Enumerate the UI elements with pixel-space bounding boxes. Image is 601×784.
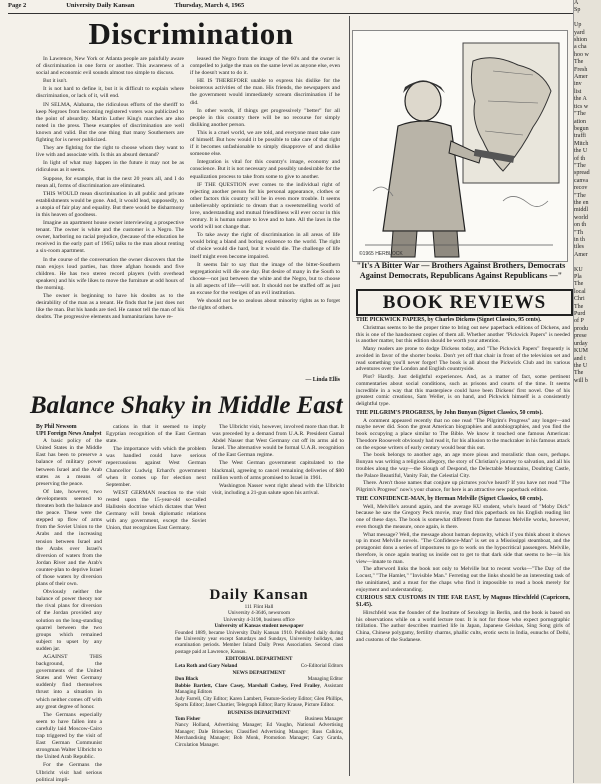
- discrimination-column-1: [36, 56, 184, 384]
- column-divider: [349, 16, 350, 776]
- edge-text-fragment: Sp: [574, 7, 581, 14]
- managing-editor-role: Managing Editor: [307, 676, 343, 683]
- edge-text-fragment: ation: [574, 118, 586, 125]
- balance-byline: By Phil Newsom: [36, 424, 77, 430]
- edge-text-fragment: KU: [574, 266, 583, 273]
- edge-text-fragment: Pla: [574, 274, 582, 281]
- edge-text-fragment: world: [574, 214, 588, 221]
- balance-paragraph: The Ulbricht visit, however, involved more than that. It was preceded by a demand from U.A.R. President Gamal Abdel Nasser that West Germany cut off its arms aid to Israel. The alternative would be formal U.A.R. recognition of the East German regime.: [212, 424, 344, 459]
- discrimination-paragraph: leased the Negro from the image of the 60's and the owner is compelled to judge the man on the same level as anyone else, even if he doesn't want to do it.: [190, 56, 340, 77]
- edge-text-fragment: Amer: [574, 251, 588, 258]
- edge-text-fragment: "The: [574, 192, 586, 199]
- discrimination-paragraph: Suppose, for example, that in the next 20 years all, and I do mean all, forms of discrimination are eliminated.: [36, 175, 184, 189]
- balance-paragraph: A basic policy of the United States in the Middle East has been to preserve a balance of military power between Israel and the Arab states as a means of preserving the peace.: [36, 438, 102, 487]
- edge-text-fragment: Purd: [574, 311, 586, 318]
- edge-text-fragment: tiles: [574, 244, 584, 251]
- discrimination-paragraph: In other words, if things get progressively "better" for all people in this country there will be no recourse for simply disliking another person.: [190, 107, 340, 128]
- edge-text-fragment: recov: [574, 185, 588, 192]
- header-rule: [8, 13, 592, 14]
- edge-text-fragment: yard: [574, 29, 585, 36]
- balance-paragraph: WEST GERMAN reaction to the visit rested upon the 15-year-old so-called Hallstein doctrine which dictates that West Germany will break diplomatic relations with any government, except the Soviet Union, that recognizes East Germany.: [106, 489, 206, 532]
- discrimination-title: Discrimination: [88, 16, 294, 51]
- discrimination-paragraph: But it isn't.: [43, 78, 68, 85]
- edge-text-fragment: spread: [574, 170, 590, 177]
- review-paragraph: Well, Melville's around again, and the average KU student, who's heard of "Moby Dick" because he saw the Gregory Peck movie, may find this paperback on his English reading list one of these days. The book is somewhat different from the famous Melville works, however, even though the measure, once again, is there.: [356, 503, 570, 530]
- news-row-2: Bobbie Bartlett, Clare Casey, Marshall Cashey, Fred Frailey, Assistant Managing Editors: [175, 682, 343, 696]
- managing-editor-name: Don Black: [175, 676, 199, 683]
- balance-title: Balance Shaky in Middle East: [30, 392, 343, 419]
- review-heading: THE PILGRIM'S PROGRESS, by John Bunyan (Signet Classics, 50 cents).: [356, 409, 543, 416]
- edge-text-fragment: of P: [574, 318, 584, 325]
- edge-text-fragment: in th: [574, 237, 585, 243]
- balance-paragraph: cations in that it seemed to imply Egyptian recognition of the East German state.: [106, 424, 206, 445]
- business-manager-role: Business Manager: [304, 715, 343, 722]
- edge-text-fragment: traffi: [574, 133, 586, 140]
- discrimination-column-2: [190, 56, 340, 384]
- review-heading: THE PICKWICK PAPERS, by Charles Dickens (Signet Classics, 95 cents).: [356, 317, 542, 323]
- edge-text-fragment: Up: [574, 22, 582, 29]
- discrimination-paragraph: IN SELMA, Alabama, the ridiculous efforts of the sheriff to keep Negroes from becoming registered voters was publicized to the point of absurdity. Martin Luther King's marches are also noted in the press. These examples of discrimination are well known and valid. But the one thing that many Southerners are fighting for is never publicized.: [36, 101, 184, 144]
- edge-text-fragment: begun: [574, 125, 589, 132]
- edge-text-fragment: [574, 259, 601, 266]
- paper-name: University Daily Kansan: [66, 2, 135, 9]
- discrimination-paragraph: Integration is vital for this country's image, economy and conscience. But it is not necessary and possibly undesirable for the equalization process to take from some to give to another.: [190, 159, 340, 180]
- balance-paragraph: The Germans especially seem to have fallen into a carefully laid Moscow-Cairo trap triggered by the visit of East German Communist strongman Walter Ulbricht to the United Arab Republic.: [36, 711, 102, 761]
- discrimination-paragraph: Imagine an apartment house owner interviewing a prospective tenant. The owner is white and the customer is a Negro. The owner, harboring no racial prejudice, (because of the education he received in the early part of 1965) talks to the man about renting a six-room apartment.: [36, 220, 184, 255]
- edge-text-fragment: list: [574, 88, 582, 95]
- edge-text-fragment: A: [574, 0, 579, 6]
- edge-text-fragment: The: [574, 59, 584, 66]
- review-paragraph: Hirschfeld was the founder of the Institute of Sexology in Berlin, and the book is based on his observations while on a world lecture tour. It is not for those who expect pornographic titillation. The author describes married life in Japan, Japanese Geishas, Sing Song girls of China, Chinese polygamy, fertility charms, phallic cults, erotic sects in India, eunuchs of Delhi, and customs of the Sudanese.: [356, 609, 570, 643]
- edge-text-fragment: Mitch: [574, 140, 589, 147]
- edge-text-fragment: and t: [574, 355, 586, 362]
- balance-paragraph: The importance with which the problem was handled could have serious repercussions against West German Chancellor Ludwig Erhard's government when it comes up for election next September.: [106, 446, 206, 488]
- discrimination-paragraph: IF THE QUESTION ever comes to the individual right of rejecting another person for his personal appearance, clothes or other factors this country will be in even more trouble. It seems unbelievably optimistic to dream that a sweetsmelling world of love, understanding and mutual friendliness will ever occur in this century. It is human nature to love and to hate. All the laws in the world will not change that.: [190, 181, 340, 231]
- edge-text-fragment: The: [574, 281, 584, 288]
- edge-text-fragment: the U: [574, 148, 588, 155]
- business-manager-name: Tom Fisher: [175, 715, 201, 722]
- cartoon-illustration: [353, 31, 567, 261]
- review-paragraph: Many readers are prone to dodge Dickens today, and "The Pickwick Papers" frequently is avoided in favor of the shorter books. Don't yet off that chair in front of the television set and read something you'll never forget! The book is all about the Pickwick Club and its various adventures over the London and English countryside.: [356, 346, 570, 373]
- editor-role: Co-Editorial Editors: [300, 662, 343, 669]
- edge-text-fragment: produ: [574, 325, 588, 332]
- edge-text-fragment: middl: [574, 207, 589, 214]
- edge-text-fragment: shion: [574, 37, 588, 44]
- book-reviews-body: [356, 315, 570, 781]
- cartoon-caption: "It's A Bitter War — Brothers Against Brothers, Democrats Against Democrats, Republicans Against Republicans —": [356, 261, 566, 280]
- page-header: [8, 2, 592, 13]
- review-paragraph: What message? Well, the message about human depravity, which if you think about it shows up in most Melville novels. "The Confidence-Man" is set on a Mississippi steamboat, and the protagonist dons a series of impostures to go to work on the hypocritical passengers. Melville, therefore, is once again tearing us inside out to get to that dark side that seems to be—in his view—innate to man.: [356, 531, 570, 565]
- discrimination-paragraph: In the course of the conversation the owner discovers that the man enjoys loud parties, has three afghan hounds and five children. He has two stereo record players (with overhead speakers) and his wife likes to move the furniture at odd hours of the morning.: [36, 256, 184, 291]
- edge-text-fragment: The: [574, 370, 584, 377]
- biz-extra: Nancy Holland, Advertising Manager; Ed Vaughn, National Advertising Manager; Dale Brinecker, Classified Advertising Manager; Russ Calkins, Merchandising Manager; Bob Monk, Promotion Manager; Gary Grarda, Circulation Manager.: [175, 722, 343, 748]
- edge-text-fragment: Amer: [574, 74, 588, 81]
- editor-names: Leta Roth and Gary Noland: [175, 662, 238, 669]
- discrimination-paragraph: In Lawrence, New York or Atlanta people are painfully aware of discrimination in one form or another. This awareness of a social and economic evil sounds almost too simple to discuss.: [36, 56, 184, 77]
- balance-paragraph: For the Germans the Ulbricht visit had serious political impli-: [36, 762, 102, 783]
- edge-text-fragment: "The: [574, 162, 586, 169]
- edge-text-fragment: prese: [574, 333, 587, 340]
- masthead: [175, 587, 343, 748]
- masthead-address: 111 Flint Hall: [244, 604, 274, 610]
- review-paragraph: Plot? Hardly. Just delightful experiences. And, as a matter of fact, some pertinent commentaries about social conditions, such as prisons and courts of the time. It seems incredible in a way that this masterpiece could have been Dickens' first novel. One of his greatest comic creations, Sam Weller, is on hand, and Pickwick himself is a consistently delightful type.: [356, 374, 570, 407]
- editorial-dept-title: EDITORIAL DEPARTMENT: [225, 656, 293, 663]
- edge-text-fragment: Chri: [574, 296, 585, 303]
- masthead-founded: Founded 1889, became University Daily Kansan 1910. Published daily during the University year except Saturdays and Sundays, University holidays, and examination periods. Member Inland Daily Press Association. Second class postage paid at Lawrence, Kansas.: [175, 629, 343, 655]
- issue-date: Thursday, March 4, 1965: [174, 2, 245, 9]
- balance-col1-text: [36, 438, 102, 784]
- review-paragraph: There. Aren't those names that conjure up pictures you've heard? If you have not read "The Pilgrim's Progress" now's your chance, for here is an attractive new paperback edition.: [356, 480, 570, 493]
- edge-text-fragment: a cha: [574, 44, 587, 51]
- masthead-logo: Daily Kansan: [209, 587, 309, 603]
- edge-text-fragment: KUM: [574, 348, 589, 355]
- masthead-tagline: University of Kansas student newspaper: [214, 623, 304, 630]
- balance-paragraph: The West German government capitulated to the blackmail, agreeing to cancel remaining deliveries of $80 million worth of arms promised to Israel in 1961.: [212, 460, 344, 481]
- balance-paragraph: Of late, however, two developments seemed to threaten both the balance and the peace. These were the stepped up flow of arms from the Soviet Union to the Arabs and the increasing tension between Israel and the Arabs over Israel's diversion of waters from the Jordan River and the Arab's counter-plan to deprive Israel of those waters by diversion plans of their own.: [36, 488, 102, 588]
- review-paragraph: A comment appeared recently that no one read "The Pilgrim's Progress" any longer—and maybe never did. Soon the great American biographies and autobiographies, and you find the book occupying a place similar to The Bible. We know it touched one famous American: Theodore Roosevelt obviously had read it, for his allusion to the muckraker in his famous attack on the expose writers of early century would bear this out.: [356, 417, 570, 451]
- balance-headline-wrap: [30, 392, 345, 420]
- balance-paragraph: Washington Nasser went right ahead with the Ulbricht visit, including a 21-gun salute upon his arrival.: [212, 482, 344, 496]
- edge-text-fragment: "The: [574, 111, 586, 118]
- political-cartoon: [352, 30, 568, 262]
- balance-byline-title: UPI Foreign News Analyst: [36, 431, 102, 438]
- book-reviews-title: BOOK REVIEWS: [356, 289, 573, 316]
- discrimination-paragraph: To take away the right of discrimination in all areas of life would bring a bland and boring existence to the world. The right of choice would die hard, but it would die. The challenge of life itself might even become impaired.: [190, 232, 340, 260]
- discrimination-paragraph: THIS WOULD mean discrimination in all public and private establishments would be gone. And, it would lead, supposedly, to a utopia of fair play and equality. But there would be disharmony in this heaven of goodness.: [36, 190, 184, 218]
- discrimination-paragraph: We should not be so zealous about minority rights as to forget the rights of others.: [190, 298, 340, 312]
- discrimination-headline-wrap: [36, 16, 346, 52]
- edge-text-fragment: [574, 15, 601, 22]
- review-heading: CURIOUS SEX CUSTOMS IN THE FAR EAST, by Magnus Hirschfeld (Capricorn, $1.45).: [356, 595, 570, 608]
- page-number: Page 2: [8, 2, 27, 9]
- discrimination-paragraph: The owner is beginning to have his doubts as to the desirability of the man as a tenant. He finds that he just does not like the man. But his hands are tied. He cannot tell the man of his doubts. The progressive elements and humanitarians have re-: [36, 293, 184, 321]
- review-heading: THE CONFIDENCE-MAN, by Herman Melville (Signet Classics, 60 cents).: [356, 495, 543, 502]
- edge-text-fragment: hoo w: [574, 51, 589, 58]
- asst-editors-names: Bobbie Bartlett, Clare Casey, Marshall Cashey, Fred Frailey: [175, 682, 321, 689]
- edge-text-fragment: on th: [574, 222, 587, 229]
- edge-text-fragment: the en: [574, 199, 589, 206]
- discrimination-paragraph: HE IS THEREFORE unable to express his dislike for the boisterous activities of the man. His friends, the newspapers and the government would immediately scream discrimination if he did.: [190, 78, 340, 106]
- discrimination-signature: — Linda Ellis: [305, 377, 340, 383]
- edge-text-fragment: canva: [574, 177, 588, 184]
- edge-text-fragment: the A: [574, 96, 587, 103]
- edge-text-fragment: local: [574, 288, 586, 295]
- edge-text-fragment: tics w: [574, 103, 589, 110]
- discrimination-paragraph: It seems fair to say that the image of the bitter-Southern segregationist will die one day. But desire of many in the South to choose—not just between the white and the Negro, but to choose in all aspects of life—will not. It should not be stuffed off as just an excuse for the vestiges of an evil institution.: [190, 261, 340, 296]
- edge-text-fragment: will b: [574, 377, 588, 384]
- edge-text-fragment: inv: [574, 81, 582, 88]
- asst-editors-role: Assistant Managing Editors: [175, 682, 343, 696]
- edge-text-fragment: of th: [574, 155, 586, 162]
- balance-paragraph: AGAINST THIS background, the governments of the United States and West Germany suddenly find themselves thrust into a situation in which neither comes off with any great degree of honor.: [36, 654, 102, 710]
- edge-text-fragment: The: [574, 303, 584, 310]
- business-dept-title: BUSINESS DEPARTMENT: [227, 709, 291, 716]
- news-dept-title: NEWS DEPARTMENT: [232, 670, 286, 677]
- discrimination-paragraph: This is a cruel world, we are told, and everyone must take care of himself. But how would it be possible to take care of that right if it becomes unfashionable to simply disapprove of and dislike someone else.: [190, 129, 340, 158]
- review-paragraph: The afterword links the book not only to Melville but to recent works—"The Day of the Locust," "The Hamlet," "Invisible Man." Ferreting out the links should be an interesting task of the uninitiated, and a must for the chaps who find it impossible to read a book merely for enjoyment and understanding.: [356, 566, 570, 593]
- discrimination-paragraph: It is not hard to define it, but it is difficult to explain where discrimination, or lack of it, will end.: [36, 86, 184, 100]
- balance-column-1: [36, 424, 102, 783]
- discrimination-paragraph: In light of what may happen in the future it may not be as ridiculous as it seems.: [36, 160, 184, 174]
- masthead-phones-2: University 4-3198, business office: [223, 616, 295, 623]
- news-extra: Judy Farrell, City Editor; Karen Lambert, Feature-Society Editor; Glen Phillips, Sports Editor; Janet Chartier, Telegraph Editor; Barry Krause, Picture Editor.: [175, 695, 343, 709]
- edge-text-fragment: urday: [574, 340, 588, 347]
- balance-column-3: [212, 424, 344, 584]
- discrimination-paragraph: They are fighting for the right to choose whom they want to live with and associate with. Is this an absurd demand?: [36, 145, 184, 159]
- edge-text-fragment: "Th: [574, 229, 584, 236]
- review-paragraph: Christmas seems to be the proper time to bring out new paperback editions of Dickens, and this is one of the handsomest copies of them all. Whether another "Pickwick Papers" is needed is another matter, but this edition should be worth your attention.: [356, 324, 570, 345]
- adjacent-page-edge: [573, 0, 601, 783]
- cartoon-credit: ©1965 HERBLOCK: [359, 251, 403, 257]
- editor-row: [175, 663, 343, 669]
- balance-column-2: [106, 424, 206, 584]
- edge-text-fragment: the U: [574, 362, 588, 369]
- edge-text-fragment: Fresh: [574, 66, 588, 73]
- balance-paragraph: Obviously neither the balance of power theory nor the rival plans for diversion of the Jordan provided any solution on the long-standing quarrel between the two groups which remained subject to upset by any sudden jar.: [36, 589, 102, 652]
- masthead-phones: University 4-3646, newsroom: [227, 610, 291, 617]
- review-paragraph: The book belongs to another age, an age more pious and moralistic than ours, perhaps. Bunyan was writing a religious allegory, the story of Christian's journey to salvation, and all his troubles along the way—the Slough of Despond, the Delectable Mountains, Doubting Castle, the Palace Beautiful, Vanity Fair, the Celestial City.: [356, 452, 570, 479]
